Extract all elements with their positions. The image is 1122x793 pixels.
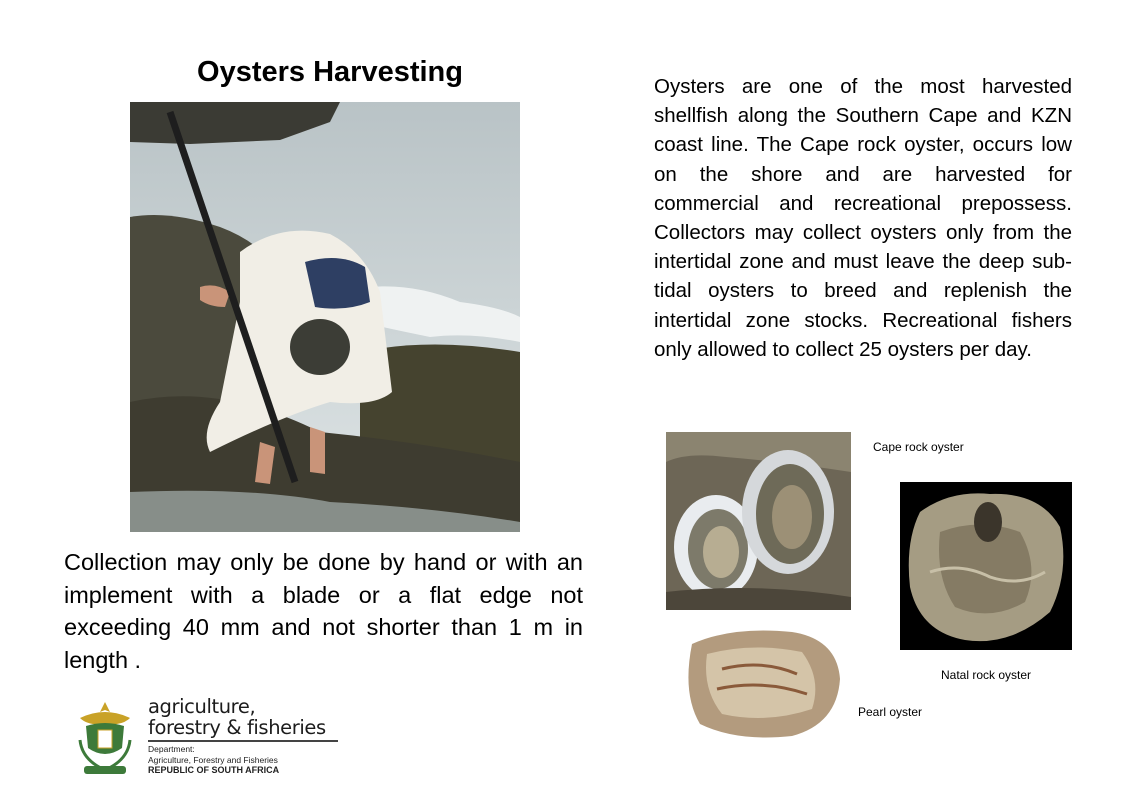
logo-divider [148, 740, 338, 742]
logo-line-2: forestry & fisheries [148, 716, 326, 739]
logo-department [148, 744, 279, 776]
collection-paragraph: Collection may only be done by hand or with an implement with a blade or a flat edge not exceeding 40 mm and not shorter than 1 m in length . [64, 549, 583, 673]
logo-dept-name: Agriculture, Forestry and Fisheries [148, 754, 278, 765]
harvesting-photo [130, 102, 520, 532]
department-logo [72, 696, 332, 781]
coat-of-arms-icon [72, 700, 138, 778]
logo-country: REPUBLIC OF SOUTH AFRICA [148, 765, 280, 775]
logo-dept-label: Department: [148, 744, 195, 754]
page-title: Oysters Harvesting [197, 56, 463, 88]
logo-wordmark [148, 696, 326, 738]
intro-paragraph: Oysters are one of the most harvested shellfish along the Southern Cape and KZN coast line. The Cape rock oyster, occurs low on the shore and are harvested for commercial and recreational prepossess. Collectors may collect oysters only from the intertidal zone and must leave the deep sub-tidal oysters to breed and replenish the intertidal zone stocks. Recreational fishers only allowed to collect 25 oysters per day. [654, 75, 1072, 361]
pearl-oyster-photo [682, 624, 842, 742]
pearl-oyster-caption: Pearl oyster [858, 705, 923, 719]
natal-rock-oyster-caption: Natal rock oyster [941, 668, 1032, 682]
natal-rock-oyster-photo [900, 482, 1072, 650]
cape-rock-oyster-caption: Cape rock oyster [873, 440, 964, 454]
cape-rock-oyster-photo [666, 432, 851, 610]
logo-line-1: agriculture, [148, 695, 256, 718]
